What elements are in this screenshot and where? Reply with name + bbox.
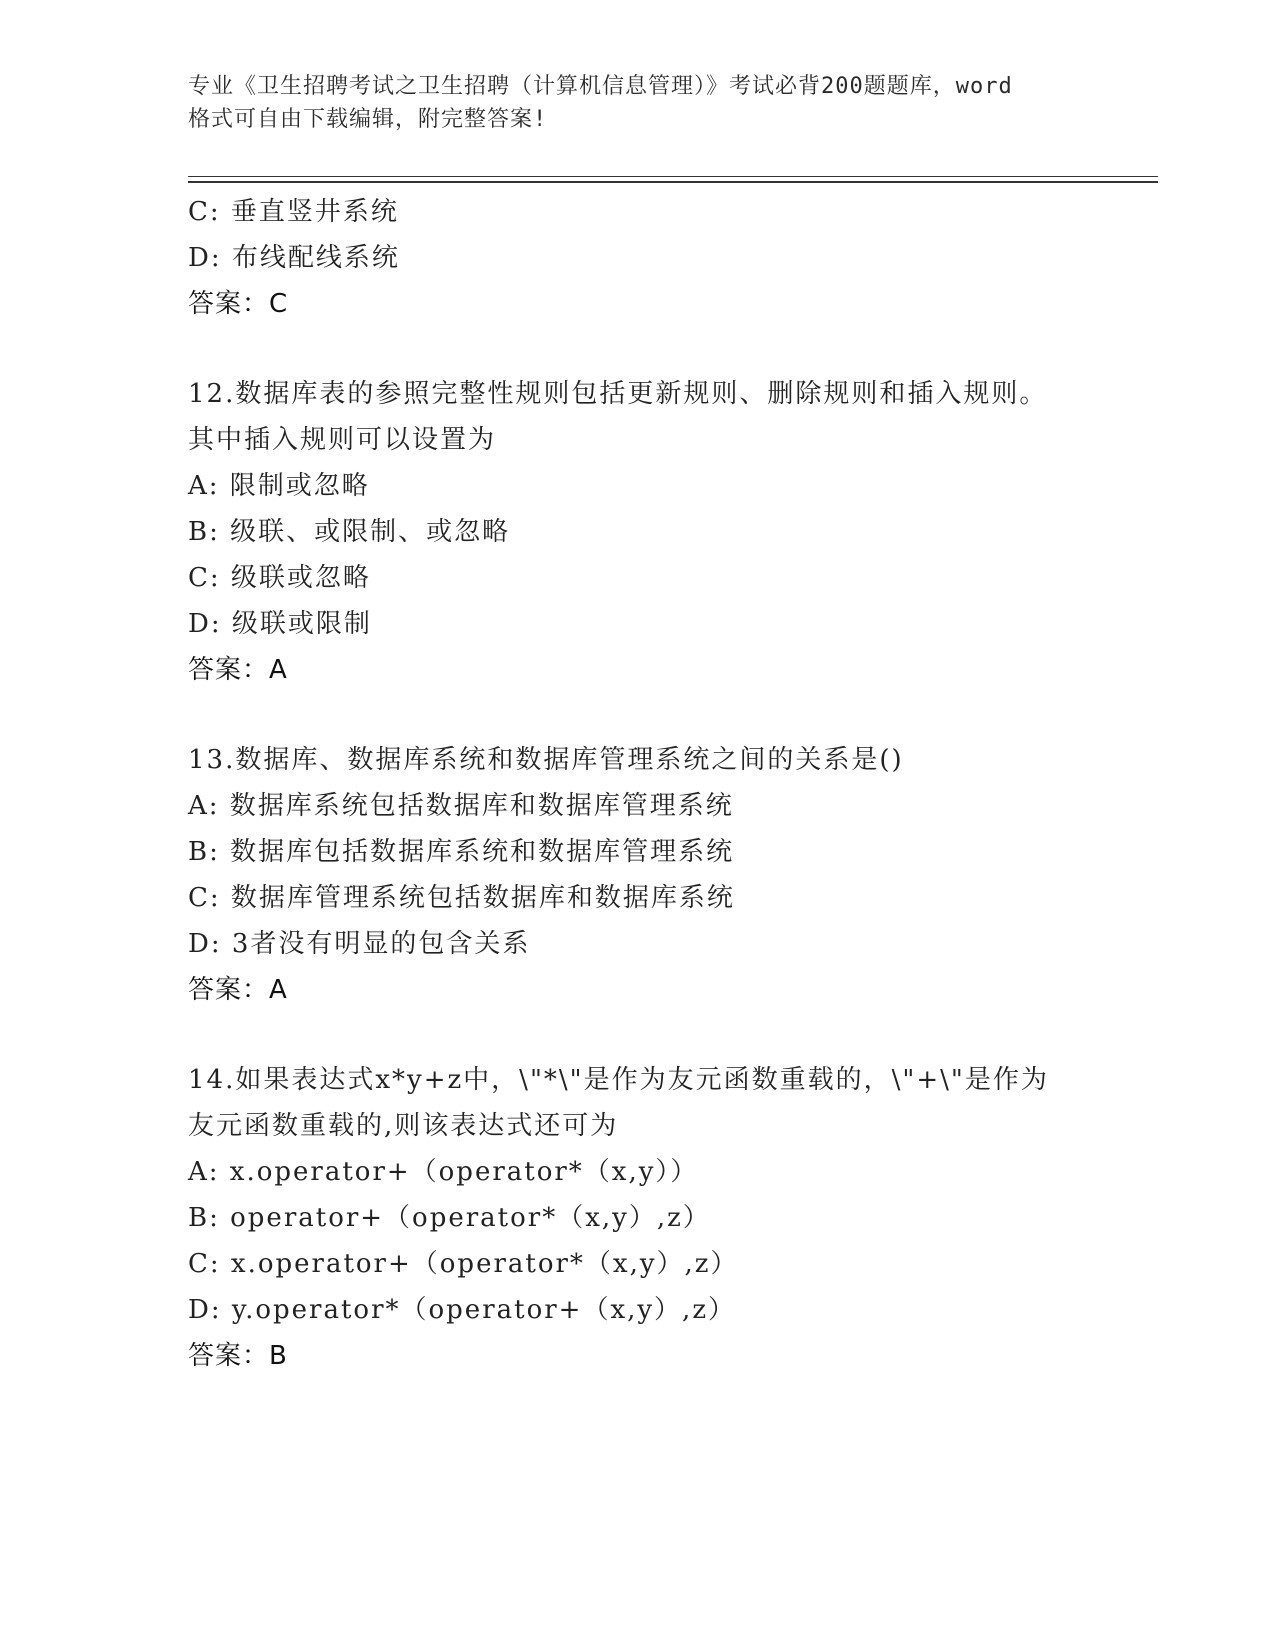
header-divider-thin bbox=[188, 176, 1158, 177]
option-d: D: 3者没有明显的包含关系 bbox=[188, 929, 531, 959]
spacer bbox=[188, 693, 1128, 737]
header-line-1: 专业《卫生招聘考试之卫生招聘（计算机信息管理）》考试必背200题题库，word bbox=[188, 74, 1013, 99]
question-text-line-1: 12.数据库表的参照完整性规则包括更新规则、删除规则和插入规则。 bbox=[188, 379, 1048, 409]
question-text-line-1: 14.如果表达式x*y+z中，\"*\"是作为友元函数重载的，\"+\"是作为 bbox=[188, 1065, 1049, 1095]
option-c: C: x.operator+（operator*（x,y）,z） bbox=[188, 1249, 739, 1279]
question-content bbox=[188, 189, 1128, 1379]
option-d: D: y.operator*（operator+（x,y）,z） bbox=[188, 1295, 737, 1325]
answer: 答案：B bbox=[188, 1341, 288, 1371]
option-a: A: 数据库系统包括数据库和数据库管理系统 bbox=[188, 791, 734, 821]
answer: 答案：A bbox=[188, 655, 288, 685]
option-c: C: 级联或忽略 bbox=[188, 563, 371, 593]
spacer bbox=[188, 327, 1128, 371]
option-b: B: operator+（operator*（x,y）,z） bbox=[188, 1203, 711, 1233]
question-text: 13.数据库、数据库系统和数据库管理系统之间的关系是() bbox=[188, 745, 904, 775]
question-text-line-2: 其中插入规则可以设置为 bbox=[188, 425, 497, 455]
option-a: A: x.operator+（operator*（x,y）） bbox=[188, 1157, 699, 1187]
question-text bbox=[188, 371, 1128, 463]
document-header bbox=[188, 70, 1088, 136]
question-text-line-2: 友元函数重载的,则该表达式还可为 bbox=[188, 1111, 619, 1141]
question-13 bbox=[188, 737, 1128, 1013]
option-c: C: 数据库管理系统包括数据库和数据库系统 bbox=[188, 883, 735, 913]
header-line-2: 格式可自由下载编辑，附完整答案! bbox=[188, 107, 548, 132]
spacer bbox=[188, 1013, 1128, 1057]
previous-question-continuation bbox=[188, 189, 1128, 327]
answer: 答案：C bbox=[188, 289, 289, 319]
option-b: B: 级联、或限制、或忽略 bbox=[188, 517, 511, 547]
question-12 bbox=[188, 371, 1128, 693]
option-d: D: 布线配线系统 bbox=[188, 243, 400, 273]
option-a: A: 限制或忽略 bbox=[188, 471, 370, 501]
question-text bbox=[188, 1057, 1128, 1149]
option-b: B: 数据库包括数据库系统和数据库管理系统 bbox=[188, 837, 735, 867]
question-14 bbox=[188, 1057, 1128, 1379]
answer: 答案：A bbox=[188, 975, 288, 1005]
header-divider-thick bbox=[188, 181, 1158, 183]
option-c: C: 垂直竖井系统 bbox=[188, 197, 399, 227]
option-d: D: 级联或限制 bbox=[188, 609, 372, 639]
